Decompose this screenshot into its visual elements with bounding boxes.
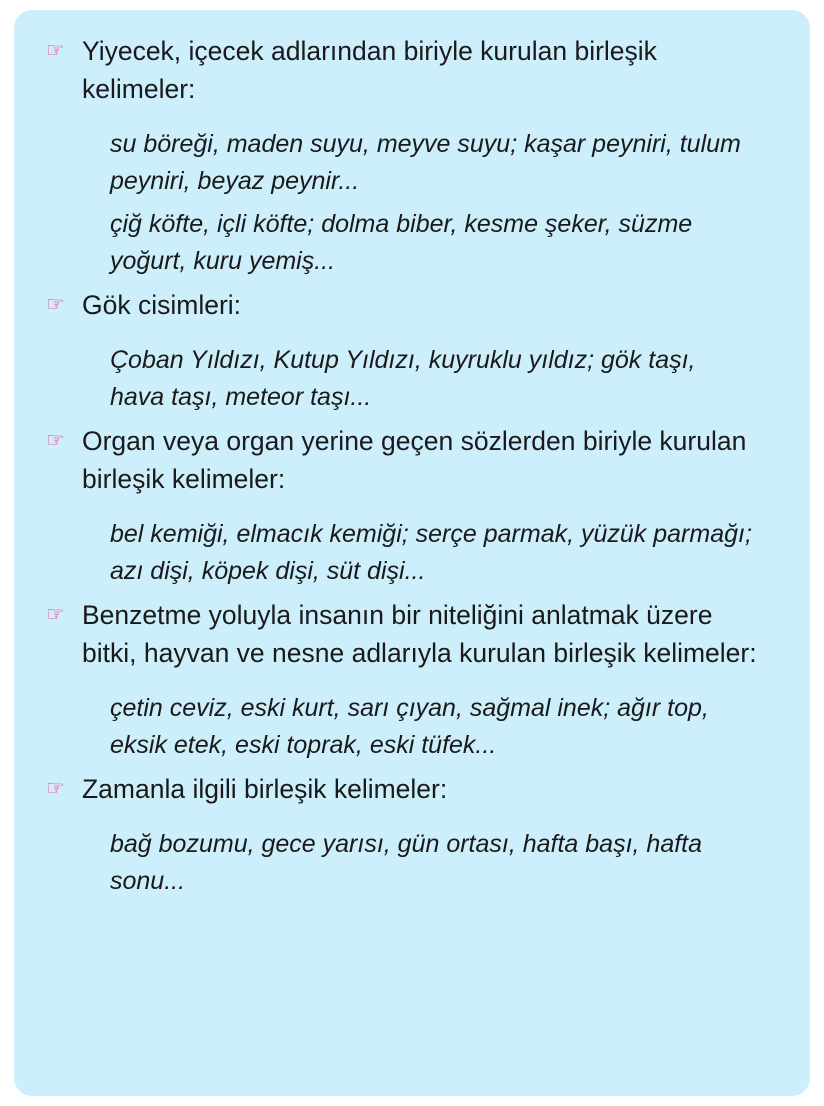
bullet-item [40,770,784,808]
slide-panel [14,10,810,1096]
bullet-heading: Zamanla ilgili birleşik kelimeler: [82,774,448,804]
example-text: bel kemiği, elmacık kemiği; serçe parmak, yüzük parmağı; azı dişi, köpek dişi, süt dişi... [110,520,752,585]
bullet-heading: Organ veya organ yerine geçen sözlerden biriyle kurulan birleşik kelimeler: [82,426,747,494]
example-text: su böreği, maden suyu, meyve suyu; kaşar peyniri, tulum peyniri, beyaz peynir... [110,130,741,195]
pointing-hand-icon: ☞ [46,429,64,452]
pointing-hand-icon: ☞ [46,293,64,316]
pointing-hand-icon: ☞ [46,39,64,62]
pointing-hand-icon: ☞ [46,777,64,800]
example-text: bağ bozumu, gece yarısı, gün ortası, hafta başı, hafta sonu... [110,830,703,895]
bullet-heading: Gök cisimleri: [82,290,242,320]
example-text: çetin ceviz, eski kurt, sarı çıyan, sağmal inek; ağır top, eksik etek, eski toprak, eski tüfek... [110,694,709,759]
bullet-item [40,422,784,498]
bullet-item [40,596,784,672]
bullet-heading: Yiyecek, içecek adlarından biriyle kurulan birleşik kelimeler: [82,36,657,104]
bullet-heading: Benzetme yoluyla insanın bir niteliğini anlatmak üzere bitki, hayvan ve nesne adlarıyla kurulan birleşik kelimeler: [82,600,757,668]
example-text: çiğ köfte, içli köfte; dolma biber, kesme şeker, süzme yoğurt, kuru yemiş... [110,210,693,275]
example-text: Çoban Yıldızı, Kutup Yıldızı, kuyruklu yıldız; gök taşı, hava taşı, meteor taşı... [110,346,696,411]
bullet-item [40,286,784,324]
bullet-item [40,32,784,108]
pointing-hand-icon: ☞ [46,603,64,626]
